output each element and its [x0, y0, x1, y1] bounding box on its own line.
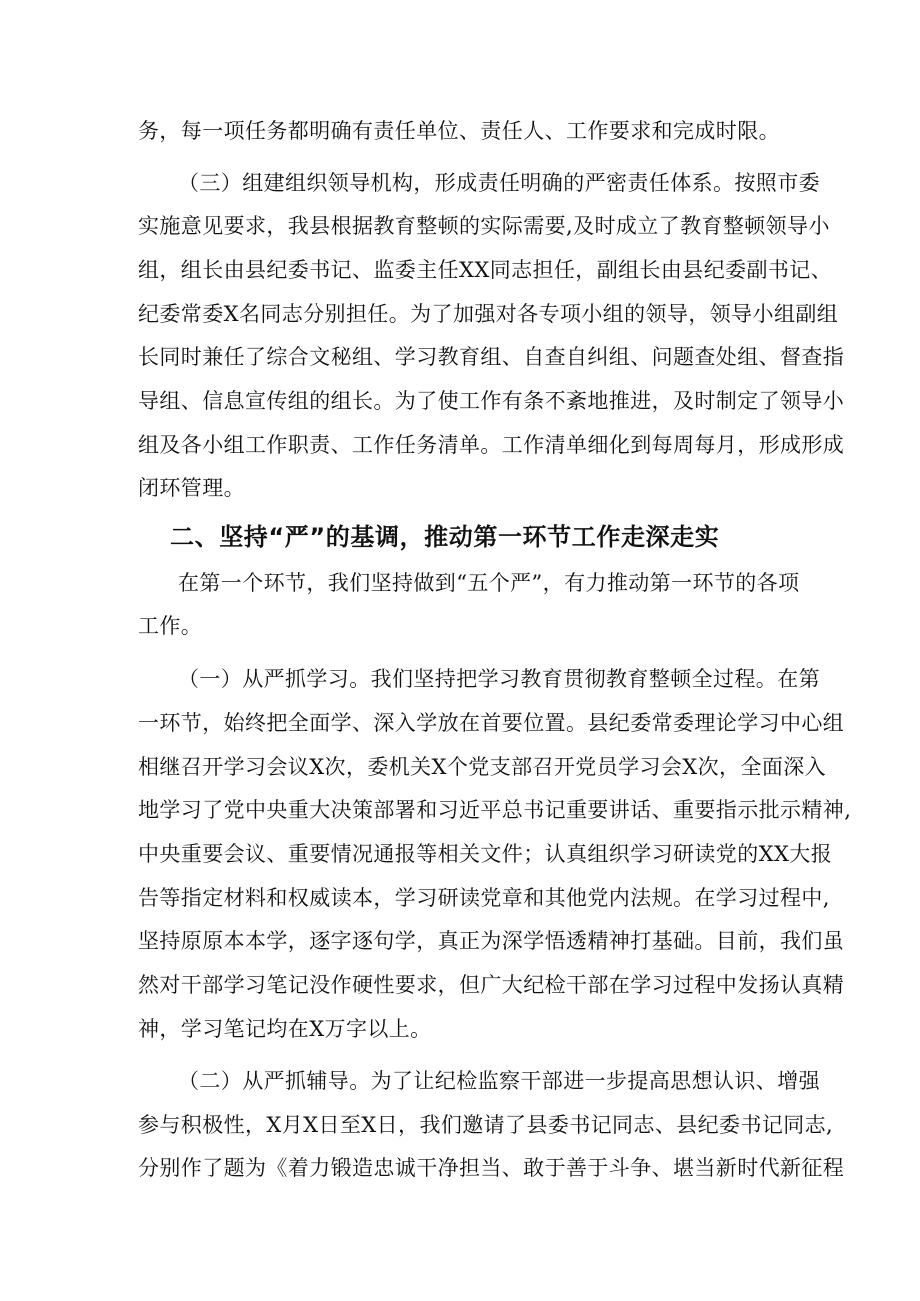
section-heading: 二、坚持“严”的基调，推动第一环节工作走深走实 — [170, 523, 720, 551]
body-text-line: 相继召开学习会议X次，委机关X个党支部召开党员学习会X次，全面深入 — [138, 755, 827, 779]
body-text-line: 地学习了党中央重大决策部署和习近平总书记重要讲话、重要指示批示精神, — [138, 798, 852, 822]
paragraph-heading-three: （三）组建组织领导机构，形成责任明确的严密责任体系。按照市委 — [178, 171, 820, 195]
body-text-line: 导组、信息宣传组的组长。为了使工作有条不紊地推进，及时制定了领导小 — [138, 389, 845, 413]
body-text-line: 实施意见要求，我县根据教育整顿的实际需要,及时成立了教育整顿领导小 — [138, 214, 830, 238]
body-text-line: 工作。 — [138, 614, 203, 638]
body-text-line: 神，学习笔记均在X万字以上。 — [138, 1017, 432, 1041]
body-text-line: 在第一个环节，我们坚持做到“五个严”，有力推动第一环节的各项 — [178, 571, 800, 595]
body-text-line: 组，组长由县纪委书记、监委主任XX同志担任，副组长由县纪委副书记、 — [138, 258, 833, 282]
body-text-line: 然对干部学习笔记没作硬性要求，但广大纪检干部在学习过程中发扬认真精 — [138, 973, 845, 997]
body-text-line: 长同时兼任了综合文秘组、学习教育组、自查自纠组、问题查处组、督查指 — [138, 345, 845, 369]
body-text-line: 务，每一项任务都明确有责任单位、责任人、工作要求和完成时限。 — [138, 119, 780, 143]
body-text-line: 中央重要会议、重要情况通报等相关文件；认真组织学习研读党的XX大报 — [138, 842, 833, 866]
body-text-line: 参与积极性，X月X日至X日，我们邀请了县委书记同志、县纪委书记同志, — [138, 1113, 834, 1137]
body-text-line: 一环节，始终把全面学、深入学放在首要位置。县纪委常委理论学习中心组 — [138, 711, 845, 735]
paragraph-heading-one: （一）从严抓学习。我们坚持把学习教育贯彻教育整顿全过程。在第 — [178, 667, 820, 691]
body-text-line: 坚持原原本本学，逐字逐句学，真正为深学悟透精神打基础。目前，我们虽 — [138, 929, 845, 953]
body-text-line: 组及各小组工作职责、工作任务清单。工作清单细化到每周每月，形成形成 — [138, 433, 845, 457]
body-text-line: 告等指定材料和权威读本，学习研读党章和其他党内法规。在学习过程中, — [138, 886, 830, 910]
body-text-line: 分别作了题为《着力锻造忠诚干净担当、敢于善于斗争、堪当新时代新征程 — [138, 1156, 845, 1180]
body-text-line: 闭环管理。 — [138, 476, 245, 500]
paragraph-heading-two: （二）从严抓辅导。为了让纪检监察干部进一步提高思想认识、增强 — [178, 1069, 820, 1093]
body-text-line: 纪委常委X名同志分别担任。为了加强对各专项小组的领导，领导小组副组 — [138, 302, 839, 326]
